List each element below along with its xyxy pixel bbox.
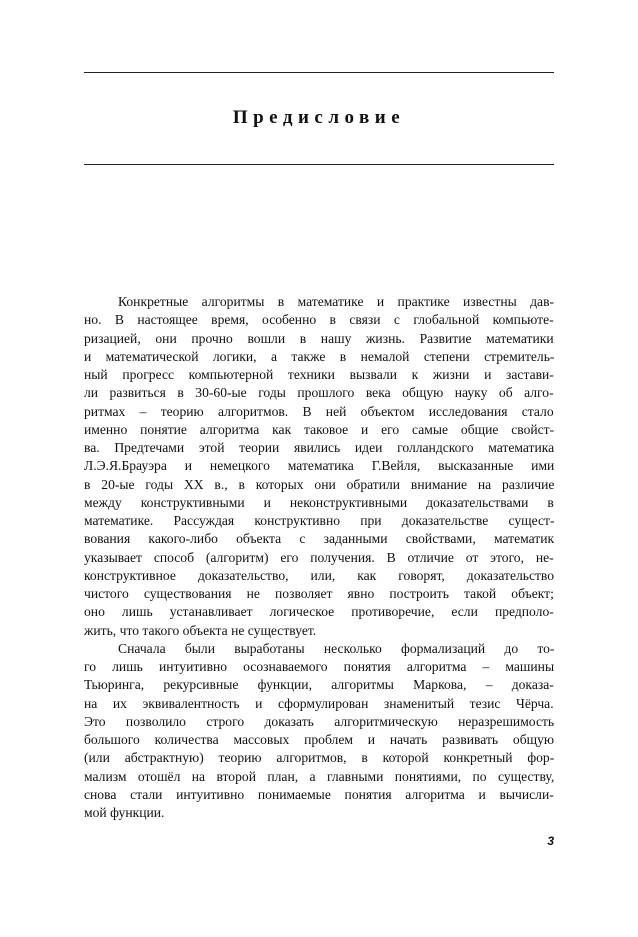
text-line: именно понятие алгоритма как таковое и его самые общие свойст-	[84, 421, 555, 437]
text-line: на их эквивалентность и сформулирован знаменитый тезис Чёрча.	[84, 695, 554, 711]
text-line: жить, что такого объекта не существует.	[84, 622, 317, 638]
paragraph-2	[84, 640, 554, 823]
text-line: большого количества массовых проблем и начать развивать общую	[84, 732, 555, 747]
text-line: Л.Э.Я.Брауэра и немецкого математика Г.Вейля, высказанные ими	[84, 458, 555, 474]
text-line: ритмах – теорию алгоритмов. В ней объектом исследования стало	[84, 403, 554, 419]
chapter-title: Предисловие	[232, 107, 406, 128]
text-line: ный прогресс компьютерной техники вызвали к жизни и застави-	[84, 367, 554, 382]
text-line: ризацией, они прочно вошли в нашу жизнь. Развитие математики	[84, 330, 554, 346]
text-line: (или абстрактную) теорию алгоритмов, в которой конкретный фор-	[84, 750, 555, 766]
text-line: оно лишь устанавливает логическое противоречие, если предполо-	[84, 604, 554, 620]
page-number: 3	[547, 834, 554, 848]
body-text	[84, 293, 554, 822]
paragraph-1	[84, 293, 554, 640]
text-line: и математической логики, а также в немалой степени стремитель-	[84, 348, 555, 364]
text-line: в 20-ые годы XX в., в которых они обратили внимание на различие	[84, 476, 555, 492]
text-line: мой функции.	[84, 805, 165, 820]
text-line: ва. Предтечами этой теории явились идеи голландского математика	[84, 440, 555, 455]
text-line: Конкретные алгоритмы в математике и практике известны дав-	[118, 294, 555, 309]
text-line: указывает способ (алгоритм) его получения. В отличие от этого, не-	[84, 549, 554, 565]
text-line: но. В настоящее время, особенно в связи с глобальной компьюте-	[84, 312, 554, 328]
text-line: между конструктивными и неконструктивными доказательствами в	[84, 494, 554, 510]
text-line: Это позволило строго доказать алгоритмическую неразрешимость	[84, 713, 555, 729]
text-line: го лишь интуитивно осознаваемого понятия алгоритма – машины	[84, 659, 555, 674]
bottom-rule	[84, 164, 554, 165]
text-line: Тьюринга, рекурсивные функции, алгоритмы Маркова, – доказа-	[84, 677, 554, 693]
text-line: конструктивное доказательство, или, как говорят, доказательство	[84, 567, 555, 583]
text-line: ли развиться в 30-60-ые годы прошлого века общую науку об алго-	[84, 385, 554, 401]
text-line: мализм отошёл на второй план, а главными понятиями, по существу,	[84, 768, 555, 784]
text-line: снова стали интуитивно понимаемые понятия алгоритма и вычисли-	[84, 786, 554, 802]
text-line: чистого существования не позволяет явно построить такой объект;	[84, 586, 554, 601]
text-line: Сначала были выработаны несколько формализаций до то-	[118, 640, 555, 656]
top-rule	[84, 72, 554, 73]
text-line: математике. Рассуждая конструктивно при доказательстве сущест-	[84, 513, 555, 528]
text-line: вования какого-либо объекта с заданными свойствами, математик	[84, 531, 555, 547]
